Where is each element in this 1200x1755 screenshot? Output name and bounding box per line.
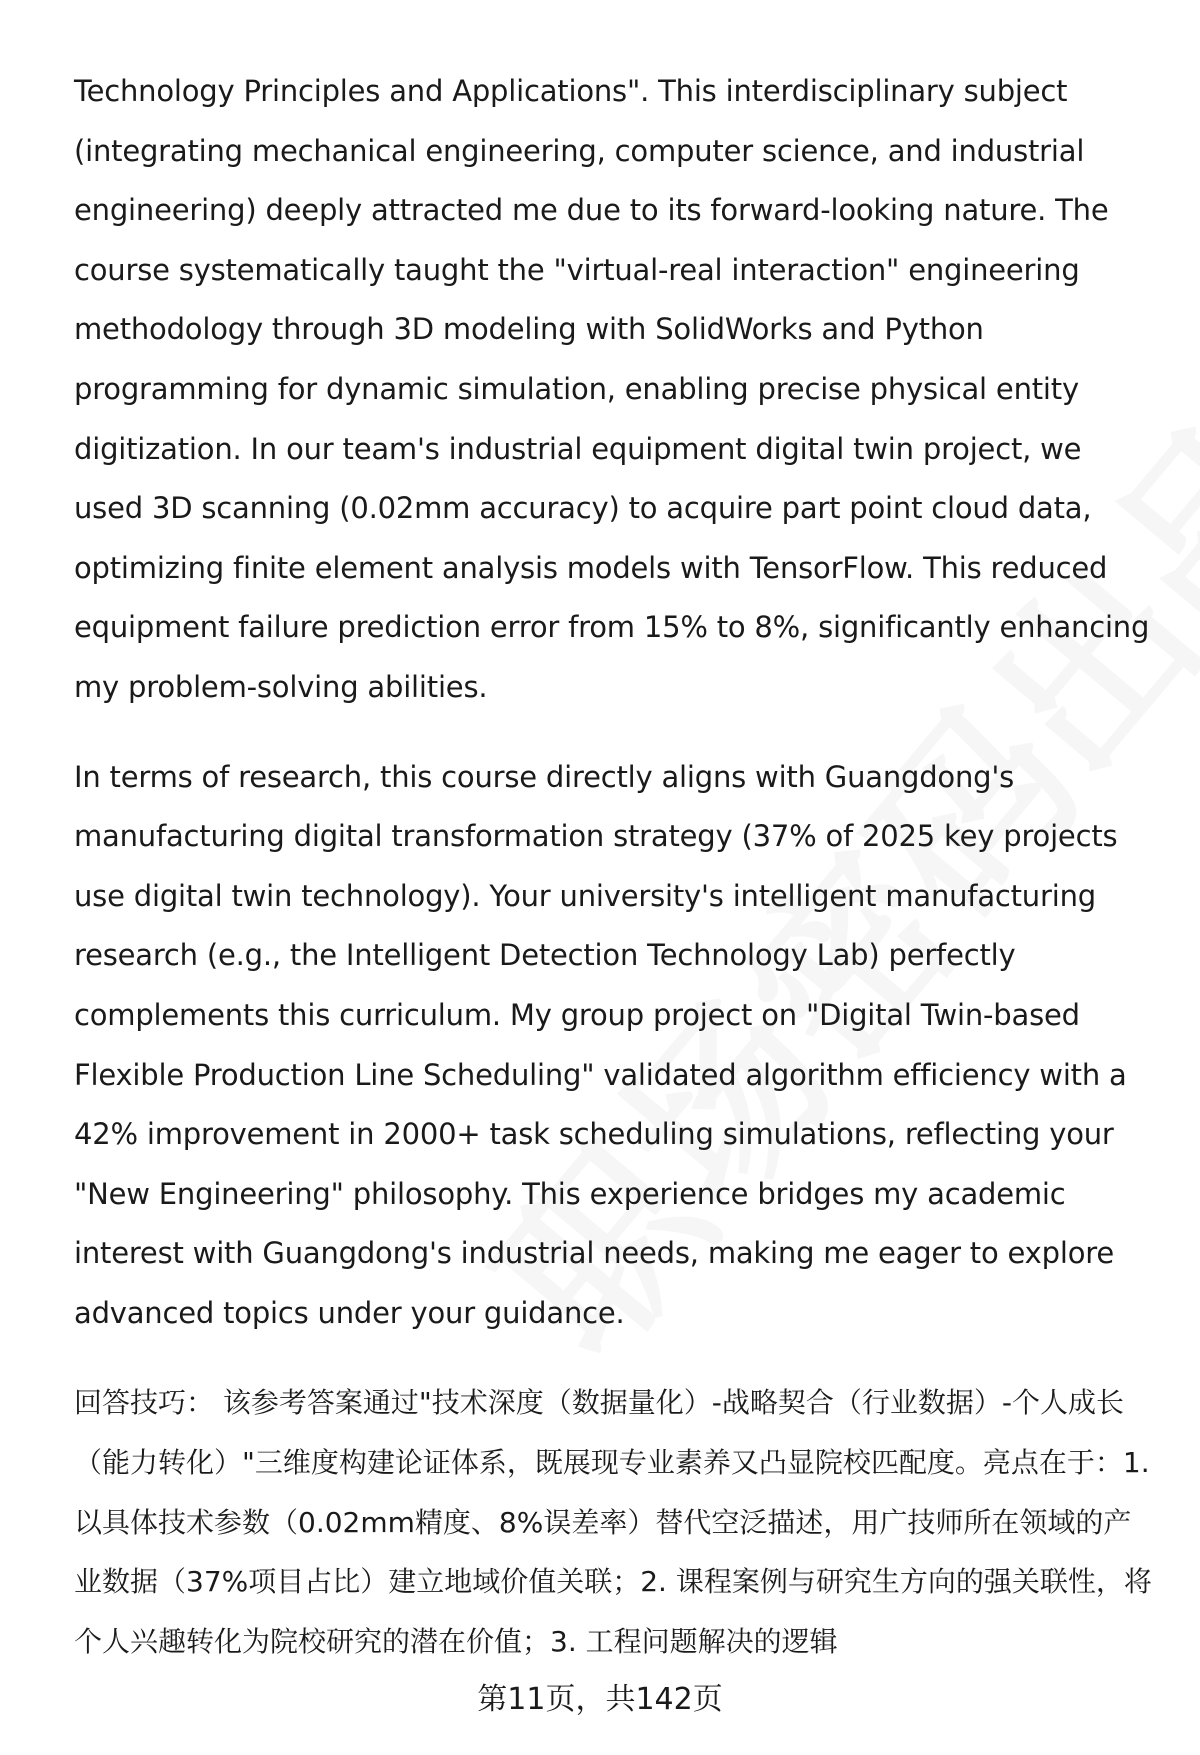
- paragraph-research-alignment: In terms of research, this course directly aligns with Guangdong's manufacturing digital transformation strategy (37% of 2025 key projects use digital twin technology). Your university's intelligent manufacturing research (e.g., the Intelligent Detection Technology Lab) perfectly complements this curriculum. My group project on "Digital Twin-based Flexible Production Line Scheduling" validated algorithm efficiency with a 42% improvement in 2000+ task scheduling simulations, reflecting your "New Engineering" philosophy. This experience bridges my academic interest with Guangdong's industrial needs, making me eager to explore advanced topics under your guidance.: [74, 759, 1136, 1330]
- page-number: 第11页，共142页: [477, 1682, 723, 1717]
- paragraph-course-description: Technology Principles and Applications". This interdisciplinary subject (integrating mechanical engineering, computer science, and industrial engineering) deeply attracted me due to its forward-looking nature. The course systematically taught the "virtual-real interaction" engineering methodology through 3D modeling with SolidWorks and Python programming for dynamic simulation, enabling precise physical entity digitization. In our team's industrial equipment digital twin project, we used 3D scanning (0.02mm accuracy) to acquire part point cloud data, optimizing finite element analysis models with TensorFlow. This reduced equipment failure prediction error from 15% to 8%, significantly enhancing my problem-solving abilities.: [74, 74, 1159, 704]
- document-body: [74, 62, 1159, 1671]
- paragraph-answer-tips: 回答技巧： 该参考答案通过"技术深度（数据量化）-战略契合（行业数据）-个人成长（能力转化）"三维度构建论证体系，既展现专业素养又凸显院校匹配度。亮点在于：1. 以具体技术参数（0.02mm精度、8%误差率）替代空泛描述，用广技师所在领域的产业数据（37%项目占比）建立地域价值关联；2. 课程案例与研究生方向的强关联性，将个人兴趣转化为院校研究的潜在价值；3. 工程问题解决的逻辑: [74, 1386, 1159, 1658]
